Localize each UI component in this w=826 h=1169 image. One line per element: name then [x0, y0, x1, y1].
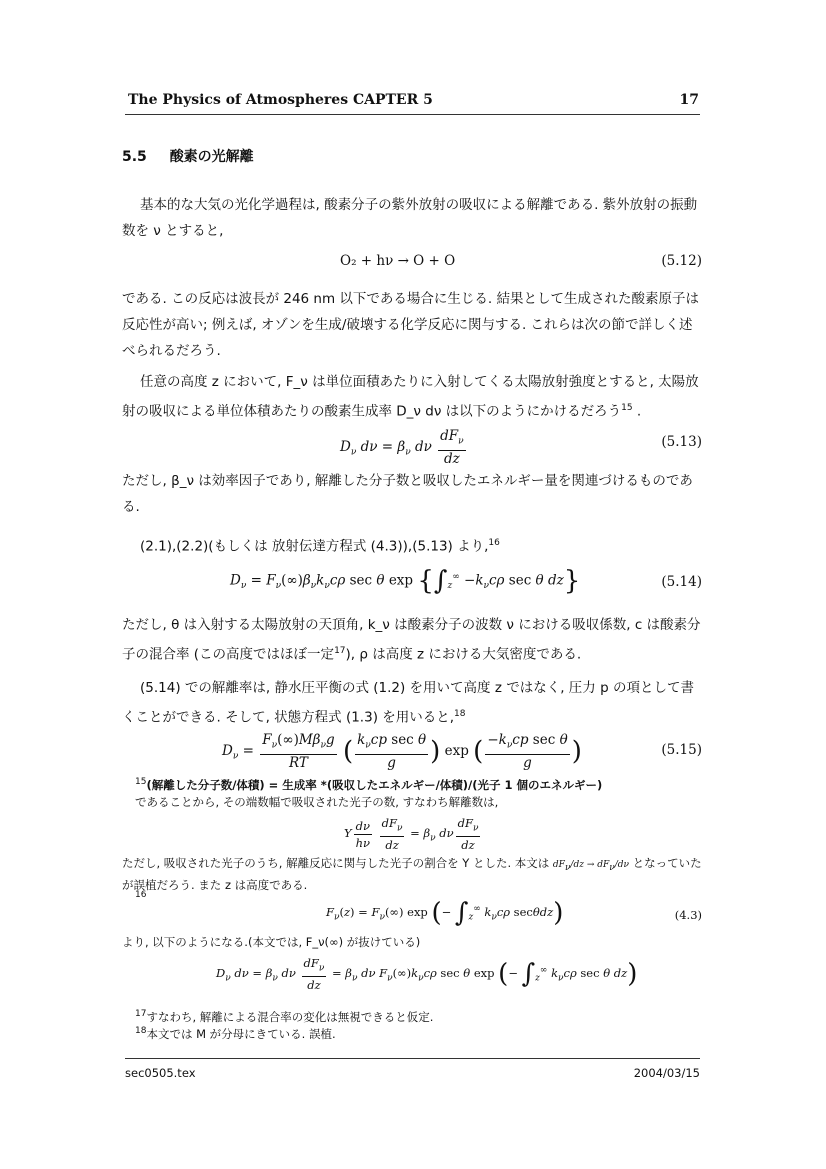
footnote-16-equation: $F_\nu(z) = F_\nu(\infty)$ exp (− $\int_z^\infty$ $k_\nu c\rho$ secθdz) (4.3) — [326, 898, 702, 928]
header-title: The Physics of Atmospheres CAPTER 5 — [128, 92, 433, 108]
header-rule — [125, 114, 700, 115]
paragraph-6: ただし, θ は入射する太陽放射の天頂角, k_ν は酸素分子の波数 ν における吸収係数, c は酸素分子の混合率 (この高度ではほぼ一定$^{17}$), ρ は高度 z における大気密度である. — [122, 617, 701, 663]
footnote-15-note: ただし, 吸収された光子のうち, 解離反応に関与した光子の割合を Y とした. 本文は $dF_\nu/dz \to dF_\nu/d\nu$ となっていたが誤植だろう. また z は高度である. — [122, 856, 702, 892]
equation-5-14: $D_\nu = F_\nu(\infty)\beta_\nu k_\nu c\rho$ sec θ $\exp \{\int_z^\infty -k_\nu c\rho$ sec θ dz} (5.14) — [230, 566, 702, 596]
paragraph-5: (2.1),(2.2)(もしくは 放射伝達方程式 (4.3)),(5.13) より,$^{16}$ — [140, 538, 500, 555]
paragraph-3: 任意の高度 z において, F_ν は単位面積あたりに入射してくる太陽放射強度とすると, 太陽放射の吸収による単位体積あたりの酸素生成率 D_ν dν は以下のようにかけるだろう$^{15}$ . — [122, 374, 699, 420]
paragraph-1: 基本的な大気の光化学過程は, 酸素分子の紫外放射の吸収による解離である. 紫外放射の振動数を ν とすると, — [122, 197, 698, 239]
footnote-15-equation: Y $\frac{d\nu}{h\nu}$ $\frac{dF_\nu}{dz}$ = $\beta_\nu$ dν $\frac{dF_\nu}{dz}$ — [344, 816, 479, 853]
paragraph-7: (5.14) での解離率は, 静水圧平衡の式 (1.2) を用いて高度 z ではなく, 圧力 p の項として書くことができる. そして, 状態方程式 (1.3) を用いると,$^{18}$ — [122, 680, 694, 726]
equation-5-15: $D_\nu$ = $\frac{F_\nu(\infty)M\beta_\nu g}{RT}$ ( $\frac{k_\nu cp \sec \theta}{g}$ ) exp ( $\frac{-k_\nu cp \sec \theta}{g}$ ) (5.15) — [222, 732, 702, 771]
footer-file: sec0505.tex — [125, 1066, 196, 1080]
footnote-16-mark: 16 — [135, 890, 147, 900]
running-header — [128, 92, 699, 108]
footer-date: 2004/03/15 — [633, 1066, 700, 1080]
section-number: 5.5 — [122, 149, 147, 165]
footnote-15: $^{15}$(解離した分子数/体積) = 生成率 *(吸収したエネルギー/体積)/(光子 1 個のエネルギー) であることから, その端数幅で吸収された光子の数, すなわち解離数は, — [135, 777, 603, 809]
footnote-18: $^{18}$本文では M が分母にきている. 誤植. — [135, 1026, 336, 1041]
paragraph-4: ただし, β_ν は効率因子であり, 解離した分子数と吸収したエネルギー量を関連づけるものである. — [122, 473, 693, 515]
paragraph-2: である. この反応は波長が 246 nm 以下である場合に生じる. 結果として生成された酸素原子は反応性が高い; 例えば, オゾンを生成/破壊する化学反応に関与する. これらは次の節で詳しく述べられるだろう. — [122, 291, 700, 359]
equation-5-13: $D_\nu$ $d\nu = \beta_\nu$ dν $\frac{dF_\nu}{dz}$ (5.13) — [340, 428, 702, 467]
page-number: 17 — [679, 92, 699, 108]
equation-5-12: O₂ + hν → O + O (5.12) — [340, 253, 702, 269]
footer-rule — [125, 1058, 700, 1059]
footnote-16-note: より, 以下のようになる.(本文では, F_ν(∞) が抜けている) — [122, 935, 421, 949]
section-heading — [122, 146, 254, 166]
footnote-16-equation-2: $D_\nu$ $d\nu = \beta_\nu$ dν $\frac{dF_\nu}{dz}$ = $\beta_\nu$ dν $F_\nu(\infty)k_\nu c\rho$ sec θ exp (− $\int_z^\infty$ $k_\nu c\rho$ sec θ dz) — [216, 956, 638, 993]
section-title: 酸素の光解離 — [169, 149, 254, 165]
footnote-17: $^{17}$すなわち, 解離による混合率の変化は無視できると仮定. — [135, 1009, 434, 1024]
